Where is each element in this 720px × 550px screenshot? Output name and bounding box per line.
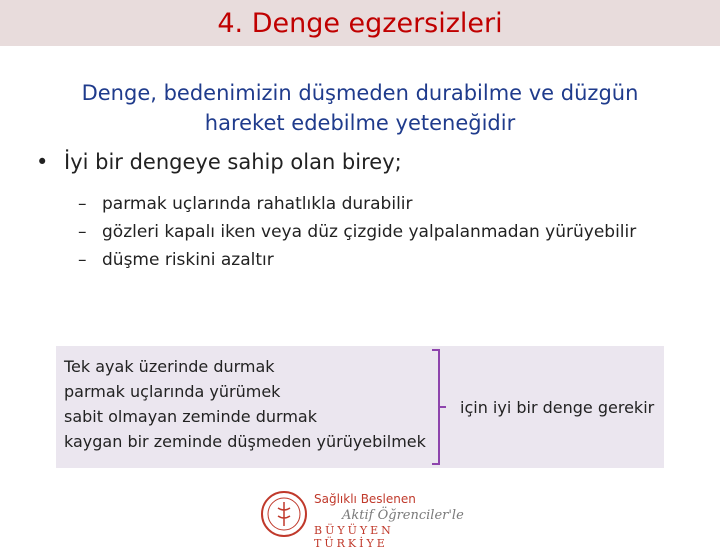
sub-item	[78, 248, 698, 272]
ministry-emblem-icon	[260, 490, 308, 538]
definition-line-1: Denge, bedenimizin düşmeden durabilme ve düzgün	[81, 81, 639, 105]
example-line: Tek ayak üzerinde durmak	[64, 357, 275, 376]
sub-item	[78, 192, 698, 216]
main-bullet	[36, 150, 402, 174]
right-brace-icon	[430, 348, 448, 466]
sub-item-text: gözleri kapalı iken veya düz çizgide yalpalanmadan yürüyebilir	[102, 222, 637, 242]
dash-symbol: –	[78, 194, 87, 214]
sub-list	[78, 192, 698, 276]
example-line: parmak uçlarında yürümek	[64, 382, 281, 401]
example-line: sabit olmayan zeminde durmak	[64, 407, 317, 426]
definition-text	[30, 78, 690, 138]
example-line: kaygan bir zeminde düşmeden yürüyebilmek	[64, 432, 426, 451]
examples-list	[64, 354, 426, 454]
title-bar	[0, 0, 720, 46]
logo-line-1: Sağlıklı Beslenen	[314, 492, 416, 506]
definition-line-2: hareket edebilme yeteneğidir	[204, 111, 516, 135]
examples-conclusion: için iyi bir denge gerekir	[460, 398, 655, 417]
dash-symbol: –	[78, 250, 87, 270]
sub-item	[78, 220, 698, 244]
bullet-text: İyi bir dengeye sahip olan birey;	[64, 150, 402, 174]
page-title: 4. Denge egzersizleri	[217, 7, 503, 39]
sub-item-text: düşme riskini azaltır	[102, 250, 274, 270]
logo-line-2: Aktif Öğrenciler'le	[342, 508, 464, 523]
logo-line-3: BÜYÜYEN TÜRKİYE	[314, 524, 394, 550]
bullet-symbol: •	[36, 150, 49, 174]
campaign-logo	[258, 488, 468, 550]
sub-item-text: parmak uçlarında rahatlıkla durabilir	[102, 194, 413, 214]
examples-box	[56, 346, 664, 468]
dash-symbol: –	[78, 222, 87, 242]
